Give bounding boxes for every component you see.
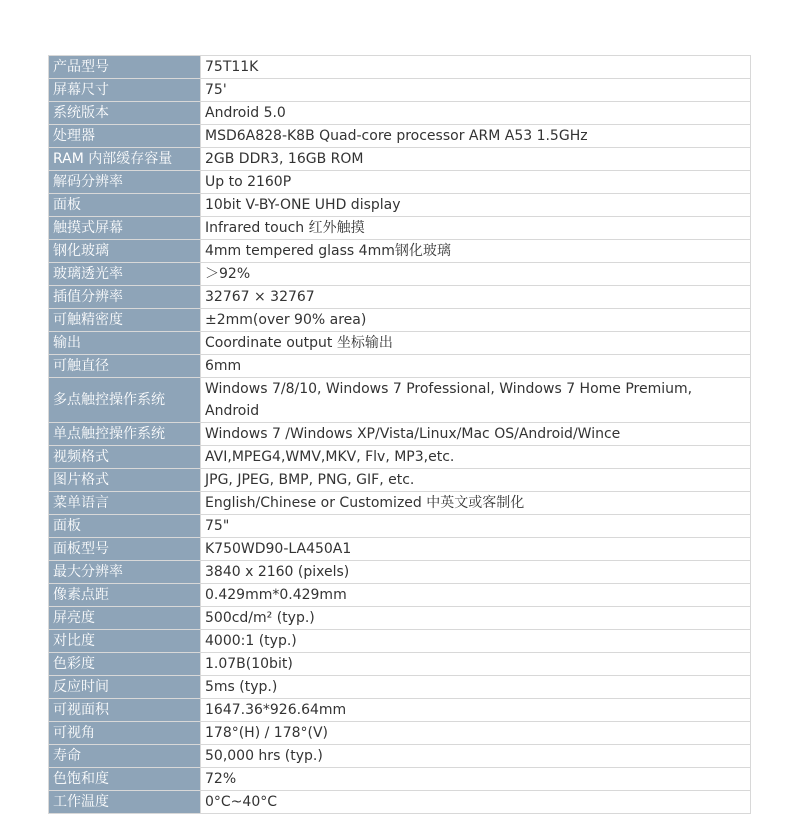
spec-value: 72% (201, 768, 751, 791)
spec-row-max-resolution (49, 561, 751, 584)
spec-value: 75' (201, 79, 751, 102)
spec-value: 10bit V-BY-ONE UHD display (201, 194, 751, 217)
spec-label: 色饱和度 (49, 768, 201, 791)
spec-label: 可触精密度 (49, 309, 201, 332)
spec-row-os-version (49, 102, 751, 125)
spec-row-lifetime (49, 745, 751, 768)
spec-label: 解码分辨率 (49, 171, 201, 194)
spec-row-output (49, 332, 751, 355)
spec-row-model (49, 56, 751, 79)
spec-value: 178°(H) / 178°(V) (201, 722, 751, 745)
spec-row-panel (49, 194, 751, 217)
spec-value: 50,000 hrs (typ.) (201, 745, 751, 768)
spec-value: AVI,MPEG4,WMV,MKV, Flv, MP3,etc. (201, 446, 751, 469)
spec-label: 可视面积 (49, 699, 201, 722)
spec-label: 面板 (49, 194, 201, 217)
spec-value: Coordinate output 坐标输出 (201, 332, 751, 355)
spec-value: 75T11K (201, 56, 751, 79)
spec-label: 菜单语言 (49, 492, 201, 515)
spec-label: 插值分辨率 (49, 286, 201, 309)
spec-label: 可视角 (49, 722, 201, 745)
spec-table (48, 55, 751, 814)
spec-label: RAM 内部缓存容量 (49, 148, 201, 171)
spec-label: 面板型号 (49, 538, 201, 561)
spec-row-ram (49, 148, 751, 171)
spec-label: 输出 (49, 332, 201, 355)
spec-value: ＞92% (201, 263, 751, 286)
spec-value: MSD6A828-K8B Quad-core processor ARM A53 1.5GHz (201, 125, 751, 148)
spec-label: 处理器 (49, 125, 201, 148)
spec-label: 屏幕尺寸 (49, 79, 201, 102)
spec-value: English/Chinese or Customized 中英文或客制化 (201, 492, 751, 515)
spec-value: ±2mm(over 90% area) (201, 309, 751, 332)
spec-label: 寿命 (49, 745, 201, 768)
spec-row-panel-model (49, 538, 751, 561)
spec-value: 1647.36*926.64mm (201, 699, 751, 722)
spec-label: 工作温度 (49, 791, 201, 814)
spec-value: 75" (201, 515, 751, 538)
spec-value: Up to 2160P (201, 171, 751, 194)
spec-label: 可触直径 (49, 355, 201, 378)
spec-row-touch-screen (49, 217, 751, 240)
spec-value: 32767 × 32767 (201, 286, 751, 309)
spec-label: 产品型号 (49, 56, 201, 79)
spec-row-pixel-pitch (49, 584, 751, 607)
spec-value: 0.429mm*0.429mm (201, 584, 751, 607)
spec-row-tempered-glass (49, 240, 751, 263)
spec-label: 最大分辨率 (49, 561, 201, 584)
spec-value: 4000:1 (typ.) (201, 630, 751, 653)
spec-label: 屏亮度 (49, 607, 201, 630)
spec-row-operating-temperature (49, 791, 751, 814)
spec-row-singletouch-os (49, 423, 751, 446)
spec-value: Windows 7 /Windows XP/Vista/Linux/Mac OS/Android/Wince (201, 423, 751, 446)
spec-row-multitouch-os (49, 378, 751, 423)
spec-value: 500cd/m² (typ.) (201, 607, 751, 630)
spec-row-processor (49, 125, 751, 148)
spec-label: 对比度 (49, 630, 201, 653)
spec-value: 6mm (201, 355, 751, 378)
spec-value: 4mm tempered glass 4mm钢化玻璃 (201, 240, 751, 263)
spec-row-menu-language (49, 492, 751, 515)
spec-row-decode-resolution (49, 171, 751, 194)
spec-row-viewing-angle (49, 722, 751, 745)
spec-label: 触摸式屏幕 (49, 217, 201, 240)
spec-value: Android 5.0 (201, 102, 751, 125)
spec-row-glass-transmittance (49, 263, 751, 286)
spec-label: 像素点距 (49, 584, 201, 607)
spec-label: 多点触控操作系统 (49, 378, 201, 423)
spec-row-contrast (49, 630, 751, 653)
spec-row-brightness (49, 607, 751, 630)
spec-row-response-time (49, 676, 751, 699)
spec-row-touch-diameter (49, 355, 751, 378)
spec-value: 3840 x 2160 (pixels) (201, 561, 751, 584)
spec-value: K750WD90-LA450A1 (201, 538, 751, 561)
spec-value: JPG, JPEG, BMP, PNG, GIF, etc. (201, 469, 751, 492)
spec-row-interpolated-resolution (49, 286, 751, 309)
spec-label: 色彩度 (49, 653, 201, 676)
spec-value: 0°C~40°C (201, 791, 751, 814)
spec-label: 玻璃透光率 (49, 263, 201, 286)
spec-label: 反应时间 (49, 676, 201, 699)
spec-row-video-format (49, 446, 751, 469)
spec-row-color-saturation (49, 768, 751, 791)
spec-value: 5ms (typ.) (201, 676, 751, 699)
spec-label: 单点触控操作系统 (49, 423, 201, 446)
spec-value: 1.07B(10bit) (201, 653, 751, 676)
spec-label: 视频格式 (49, 446, 201, 469)
spec-value: Windows 7/8/10, Windows 7 Professional, Windows 7 Home Premium, Android (201, 378, 751, 423)
spec-row-panel-size (49, 515, 751, 538)
spec-label: 面板 (49, 515, 201, 538)
spec-value: 2GB DDR3, 16GB ROM (201, 148, 751, 171)
spec-label: 图片格式 (49, 469, 201, 492)
spec-row-viewing-area (49, 699, 751, 722)
spec-value: Infrared touch 红外触摸 (201, 217, 751, 240)
spec-row-screen-size (49, 79, 751, 102)
spec-row-color-depth (49, 653, 751, 676)
spec-label: 系统版本 (49, 102, 201, 125)
spec-label: 钢化玻璃 (49, 240, 201, 263)
spec-row-image-format (49, 469, 751, 492)
spec-row-touch-precision (49, 309, 751, 332)
